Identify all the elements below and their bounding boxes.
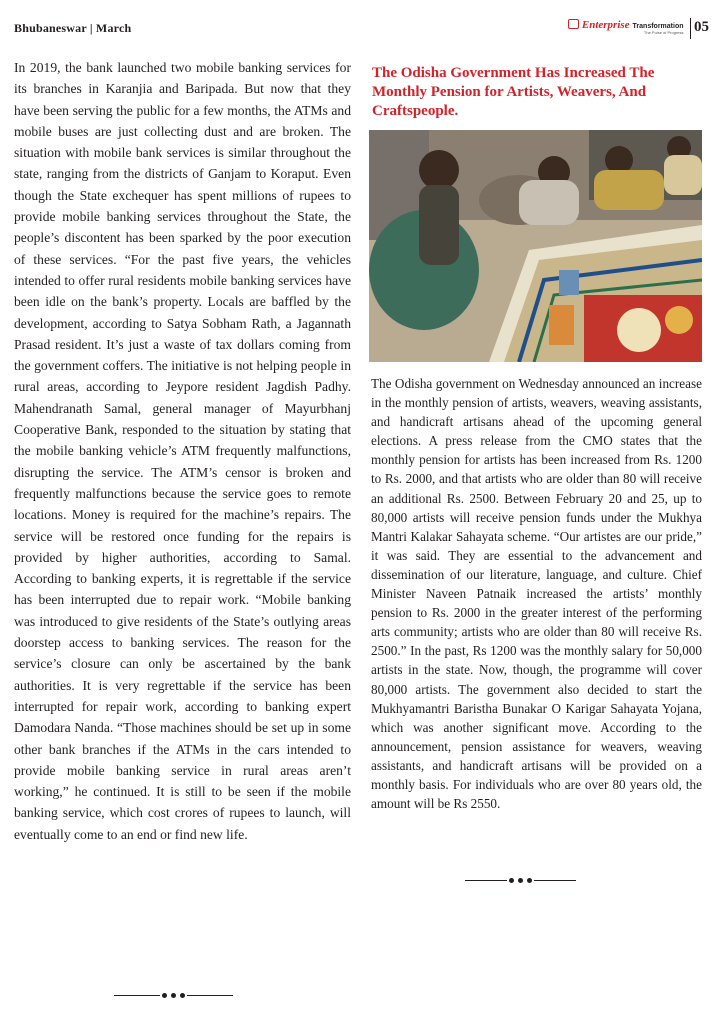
artists-painting-photo: [369, 130, 702, 362]
page-number: 05: [694, 19, 709, 35]
article-body: The Odisha government on Wednesday announced an increase in the monthly pension of artists, weavers, weaving assistants, and handicraft artisans ahead of the upcoming general elections. A press release from the CMO states that the monthly pension for artists has been increased from Rs. 1200 to Rs. 2000, and that artists who are older than 80 will receive an additional Rs. 2500. Between February 20 and 25, up to 80,000 artists will receive pension funds under the Mukhya Mantri Kalakar Sahayata scheme. “Our artistes are our pride,” it was said. They are essential to the advancement and dissemination of our literature, language, and culture. Chief Minister Naveen Patnaik increased the artists’ monthly pension to Rs. 2000 in the greater interest of the performing arts community; artists who are older than 80 will receive Rs. 2500.” In the past, Rs 1200 was the monthly salary for 50,000 artists in the state. Now, though, the programme will cover 80,000 artists. The government also decided to start the Mukhyamantri Baristha Bunakar O Karigar Sahayata Yojana, which was another significant move. According to the announcement, pension assistance for weavers, weaving assistants, and handicraft artisans will be provided on a monthly basis. For individuals who are over 80 years old, the amount will be Rs 2550.: [371, 376, 702, 812]
logo-enterprise-text: Enterprise: [581, 19, 630, 31]
end-mark-dot: [162, 993, 167, 998]
masthead: [568, 18, 709, 39]
left-column: [14, 57, 351, 845]
article-title: The Odisha Government Has Increased The Monthly Pension for Artists, Weavers, And Craftspeople.: [372, 65, 655, 119]
end-mark-dot: [180, 993, 185, 998]
issue-date-header: Bhubaneswar | March: [14, 21, 132, 35]
end-mark-line: [187, 995, 233, 997]
left-end-mark: [114, 993, 233, 998]
right-column: [371, 374, 702, 813]
end-mark-dot: [527, 878, 532, 883]
right-end-mark: [465, 878, 576, 883]
end-mark-dot: [171, 993, 176, 998]
end-mark-dot: [509, 878, 514, 883]
end-mark-dot: [518, 878, 523, 883]
publication-logo: [568, 18, 684, 35]
logo-transformation-text: Transformation: [632, 23, 684, 30]
left-column-paragraph: In 2019, the bank launched two mobile banking services for its branches in Karanjia and Baripada. But now that they have been serving the public for a few months, the ATMs and mobile buses are just collecting dust and are broken. The situation with mobile bank services is similar throughout the state, ranging from the districts of Ganjam to Koraput. Even though the State exchequer has spent millions of rupees to provide mobile banking services throughout the State, the people’s discontent has been sparked by the poor execution of these services. “For the past five years, the vehicles intended to offer rural residents mobile banking services have been idle on the bank’s property. Locals are baffled by the development, according to Satya Sobham Rath, a Jagannath Prasad resident. It’s just a waste of tax dollars coming from the government coffers. The initiative is not helping people in rural areas, according to Jeypore resident Jagdish Padhy. Mahendranath Samal, general manager of Mayurbhanj Cooperative Bank, responded to the situation by stating that the mobile banking vehicle’s ATM frequently malfunctions, disrupting the service. The ATM’s censor is broken and frequently malfunctions because the service goes to remote locations. Money is required for the machine’s repairs. The service will be restored once funding for the repairs is provided by higher authorities, according to Samal. According to banking experts, it is regrettable if the service has been interrupted due to repair work. “Mobile banking was introduced to give residents of the State’s outlying areas doorstep access to banking services. The reason for the service’s closure can only be ascertained by the bank authorities. It is very regrettable if the service has been interrupted for repair work, according to banking expert Damodara Nanda. “Those machines should be set up in some other bank branches if the ATMs in the cars intended to provide mobile banking service in rural areas aren’t working,” he continued. It is still to be seen if the mobile banking service, which cost crores of rupees to launch, will eventually come to an end or find new life.: [14, 60, 351, 842]
logo-tagline: The Pulse of Progress: [643, 30, 684, 35]
header-divider: [690, 18, 692, 39]
end-mark-line: [465, 880, 507, 882]
logo-mark-icon: [568, 19, 579, 29]
end-mark-line: [534, 880, 576, 882]
end-mark-line: [114, 995, 160, 997]
